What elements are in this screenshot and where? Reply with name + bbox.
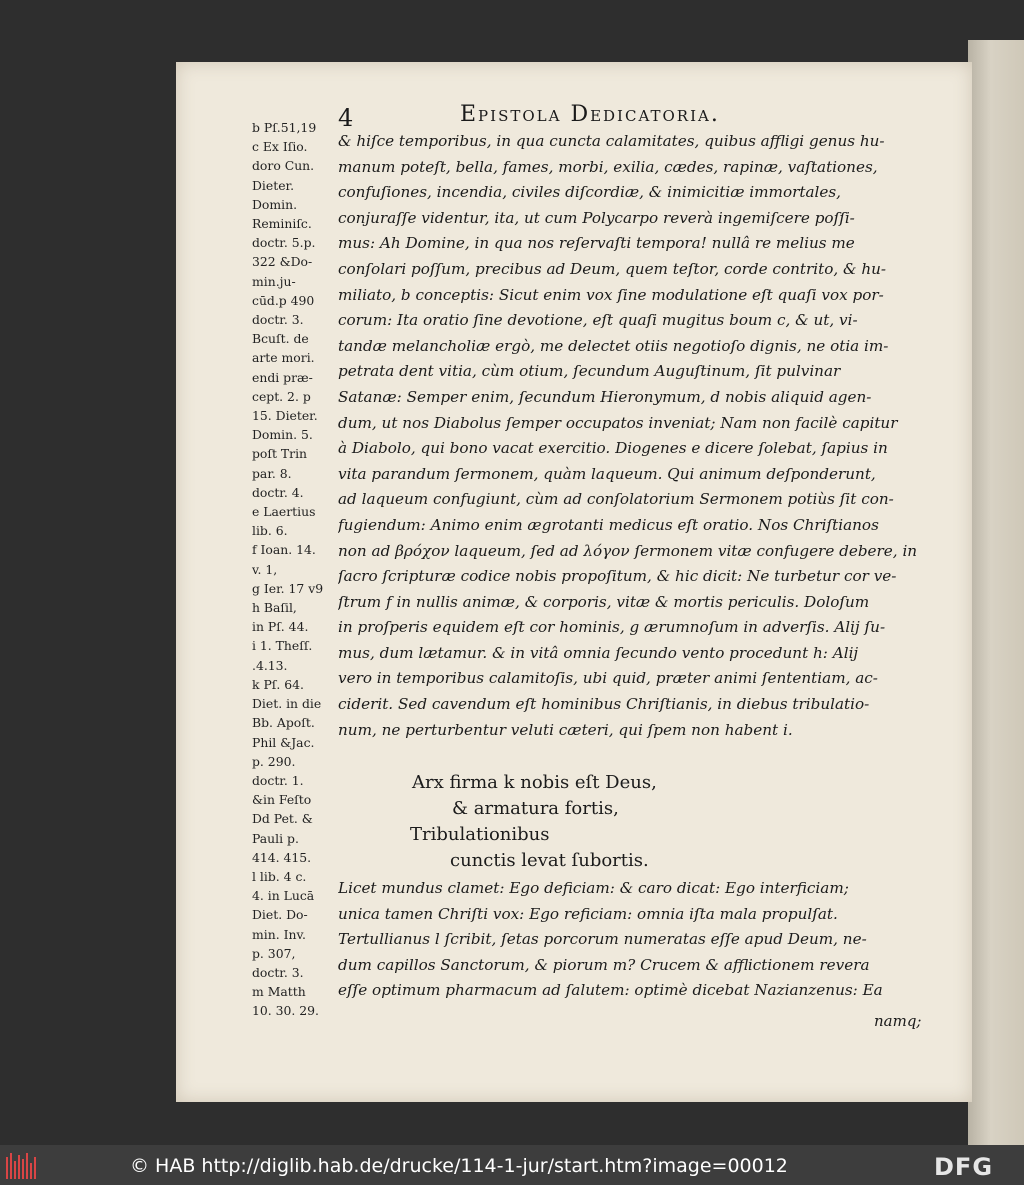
text-line: unica tamen Chriſti vox: Ego reficiam: omnia iſta mala propulſat. [338,904,838,923]
text-line: & hiſce temporibus, in qua cuncta calamitates, quibus affligi genus hu- [338,132,885,150]
margin-note: e Laertius [252,504,316,520]
margin-note: .4.13. [252,657,288,673]
margin-note: in Pſ. 44. [252,619,309,635]
margin-note: 4. in Lucā [252,888,315,904]
text-line: Satanæ: Semper enim, ſecundum Hieronymum, d nobis aliquid agen- [338,387,872,406]
margin-note: Dieter. [252,177,295,193]
margin-note: i 1. Theſſ. [252,638,313,654]
margin-note: doctr. 1. [252,772,304,788]
text-line: mus: Ah Domine, in qua nos reſervaſti tempora! nullâ re melius me [338,234,855,253]
verse-line: Tribulationibus [410,824,550,845]
text-line: num, ne perturbentur veluti cæteri, qui ſpem non habent i. [338,720,793,739]
text-line: eſſe optimum pharmacum ad ſalutem: optimè dicebat Nazianzenus: Ea [338,981,883,1000]
text-line: conjuraſſe videntur, ita, ut cum Polycarpo reverà ingemiſcere poſſi- [338,208,855,227]
margin-note: 15. Dieter. [252,408,318,424]
margin-note: doctr. 3. [252,312,304,328]
text-line: vero in temporibus calamitoſis, ubi quid, præter animi ſententiam, ac- [338,669,878,688]
text-line: conſolari poſſum, precibus ad Deum, quem teſtor, corde contrito, & hu- [338,259,887,278]
margin-note: arte mori. [252,350,315,366]
margin-note: lib. 6. [252,523,288,539]
margin-note: p. 290. [252,753,296,769]
dfg-logo[interactable]: DFG [934,1153,994,1181]
text-line: dum capillos Sanctorum, & piorum m? Crucem & afflictionem revera [338,955,870,974]
text-line: vita parandum ſermonem, quàm laqueum. Qui animum deſponderunt, [338,464,876,483]
hab-logo-icon[interactable] [6,1153,38,1179]
text-line: non ad βρόχον laqueum, ſed ad λόγον ſermonem vitæ confugere debere, in [338,541,918,560]
margin-note: Bcuſt. de [252,331,309,347]
margin-note: g Ier. 17 v9 [252,580,324,596]
running-title: Epistola Dedicatoria. [460,102,720,127]
verse-line: cunctis levat ſubortis. [450,850,649,871]
text-line: fugiendum: Animo enim ægrotanti medicus eſt oratio. Nos Chriſtianos [338,515,879,534]
margin-note: doro Cun. [252,158,315,174]
margin-note: doctr. 4. [252,484,304,500]
margin-note: 414. 415. [252,849,312,865]
margin-note: &in Feſto [252,792,312,808]
margin-note: cūd.p 490 [252,292,315,308]
text-line: confuſiones, incendia, civiles diſcordiæ, & inimicitiæ immortales, [338,183,841,202]
margin-note: h Baſil, [252,600,297,616]
margin-note: Reminiſc. [252,216,312,232]
margin-note: Dd Pet. & [252,811,313,827]
text-line: manum poteſt, bella, fames, morbi, exilia, cædes, rapinæ, vaſtationes, [338,157,878,176]
margin-note: k Pſ. 64. [252,676,304,692]
margin-note: b Pſ.51,19 [252,120,317,135]
margin-note: f Ioan. 14. [252,542,316,558]
page-number: 4 [338,104,354,132]
text-line: à Diabolo, qui bono vacat exercitio. Diogenes e dicere ſolebat, ſapius in [338,439,888,458]
text-line: in proſperis equidem eſt cor hominis, g ærumnoſum in adverſis. Alij ſu- [338,618,886,637]
margin-note: c Ex Iſio. [252,139,308,155]
text-line: corum: Ita oratio ſine devotione, eſt quaſi mugitus boum c, & ut, vi- [338,311,858,330]
margin-note: par. 8. [252,465,292,481]
catchword: namq; [874,1012,922,1030]
text-line: ſtrum f in nullis animæ, & corporis, vitæ & mortis periculis. Doloſum [338,592,870,611]
verse-line: Arx firma k nobis eſt Deus, [412,772,657,793]
margin-note: Bb. Apoſt. [252,715,315,731]
margin-note: cept. 2. p [252,388,311,404]
copyright-link[interactable]: © HAB http://diglib.hab.de/drucke/114-1-jur/start.htm?image=00012 [130,1155,788,1177]
text-line: tandæ melancholiæ ergò, me delectet otiis negotioſo dignis, ne otia im- [338,336,889,355]
margin-note: l lib. 4 c. [252,868,307,884]
verse [404,770,804,874]
margin-notes [252,118,336,1021]
margin-note: v. 1, [252,561,278,577]
margin-note: Pauli p. [252,830,299,846]
margin-note: Domin. [252,196,298,212]
text-line: ciderit. Sed cavendum eſt hominibus Chriſtianis, in diebus tribulatio- [338,695,870,714]
margin-note: m Matth [252,984,306,1000]
text-line: Tertullianus l ſcribit, ſetas porcorum numeratas eſſe apud Deum, ne- [338,930,867,949]
margin-note: doctr. 3. [252,964,304,980]
margin-note: min.ju- [252,273,296,289]
body-text-continued [338,876,948,1004]
margin-note: Domin. 5. [252,427,313,443]
text-line: mus, dum lætamur. & in vitâ omnia ſecundo vento procedunt h: Alij [338,643,859,662]
margin-note: min. Inv. [252,926,306,942]
margin-note: p. 307, [252,945,296,961]
footer-bar [0,1145,1024,1185]
text-line: miliato, b conceptis: Sicut enim vox ſine modulatione eſt quaſi vox por- [338,285,884,304]
margin-note: endi præ- [252,369,313,385]
text-line: dum, ut nos Diabolus ſemper occupatos inveniat; Nam non facilè capitur [338,413,898,432]
text-line: ſacro ſcripturæ codice nobis propoſitum, & hic dicit: Ne turbetur cor ve- [338,567,897,586]
margin-note: Diet. Do- [252,907,308,923]
margin-note: 322 &Do- [252,254,313,270]
margin-note: doctr. 5.p. [252,235,316,251]
text-line: ad laqueum confugiunt, cùm ad conſolatorium Sermonem potiùs ſit con- [338,490,894,509]
text-line: Licet mundus clamet: Ego deficiam: & caro dicat: Ego interficiam; [338,879,849,897]
text-line: petrata dent vitia, cùm otium, ſecundum Auguſtinum, ſit pulvinar [338,362,841,381]
margin-note: 10. 30. 29. [252,1003,319,1019]
verse-line: & armatura fortis, [452,798,619,819]
margin-note: poſt Trin [252,446,308,462]
body-text [338,129,948,743]
margin-note: Phil &Jac. [252,734,315,750]
margin-note: Diet. in die [252,696,322,712]
next-page-edge [968,40,1024,1145]
